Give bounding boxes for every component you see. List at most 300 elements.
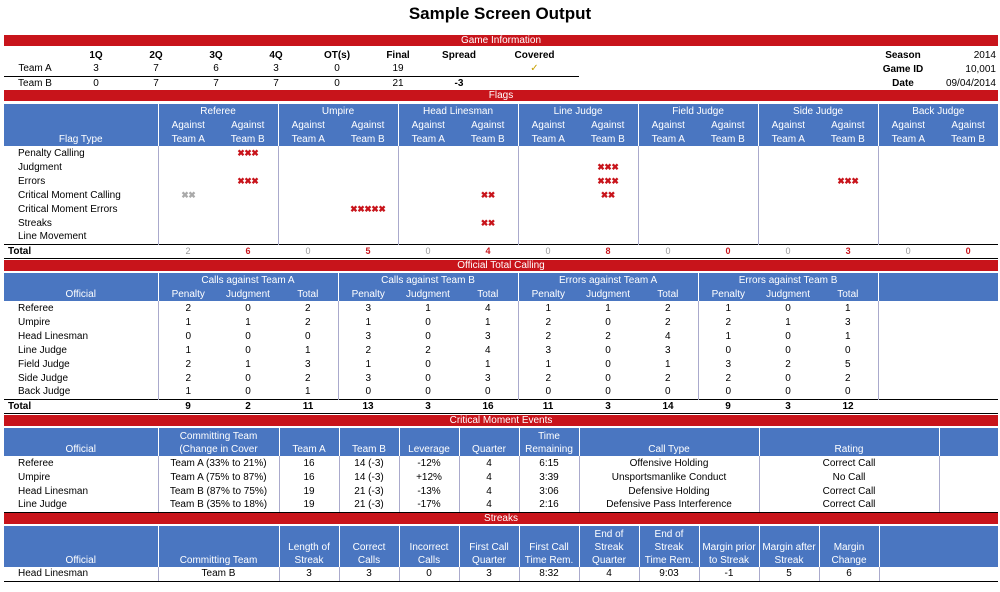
ot-value: 3	[304, 358, 311, 370]
game-value: 3	[66, 62, 126, 76]
ot-value: 2	[158, 371, 218, 385]
ot-value: 3	[338, 301, 398, 315]
section-bar-game: Game Information	[4, 35, 998, 46]
ot-value: 1	[845, 330, 851, 342]
flag-total: 8	[578, 244, 638, 258]
critical-value: -12%	[399, 456, 459, 470]
ot-subheader-row	[4, 287, 998, 301]
ot-value: 0	[785, 372, 791, 384]
ot-total: 16	[458, 399, 518, 413]
sub-header: Judgment	[406, 288, 450, 300]
ot-value: 5	[845, 358, 851, 370]
flag-mark	[398, 160, 458, 174]
ot-value: 0	[605, 316, 611, 328]
flag-mark	[578, 146, 638, 160]
ot-value: 1	[158, 343, 218, 357]
critical-value: 19	[279, 484, 339, 498]
critical-value: Unsportsmanlike Conduct	[579, 470, 759, 484]
flag-mark	[938, 174, 998, 188]
critical-value: +12%	[399, 470, 459, 484]
ot-value: 1	[605, 302, 611, 314]
ot-value: 0	[158, 329, 218, 343]
ot-value: 1	[785, 316, 791, 328]
blank-cell	[878, 301, 998, 315]
streaks-row	[4, 567, 998, 581]
flag-mark	[758, 216, 818, 230]
ot-value: 3	[338, 329, 398, 343]
official-label: Referee	[18, 302, 54, 314]
official-label: Line Judge	[4, 498, 158, 512]
flag-mark	[938, 230, 998, 244]
total-label: Total	[4, 244, 158, 258]
sub-header: Judgment	[226, 288, 270, 300]
group-header: Calls against Team B	[338, 273, 518, 287]
critical-value: 16	[279, 470, 339, 484]
game-info-section	[4, 48, 998, 90]
game-value: 7	[153, 77, 159, 89]
ot-value: 2	[845, 372, 851, 384]
flag-total: 2	[158, 244, 218, 258]
flag-mark	[158, 230, 218, 244]
ot-value: 1	[245, 358, 251, 370]
streaks-header: Official	[65, 555, 96, 566]
critical-value: 6:15	[519, 456, 579, 470]
flag-total: 0	[398, 244, 458, 258]
ot-value: 2	[665, 302, 671, 314]
game-header-cell: 1Q	[89, 49, 103, 61]
ot-value: 2	[518, 329, 578, 343]
ot-value: 0	[605, 372, 611, 384]
ot-value: 2	[698, 315, 758, 329]
flag-mark	[578, 230, 638, 244]
critical-value: 4	[459, 498, 519, 512]
critical-value: Correct Call	[759, 456, 939, 470]
ot-value: 0	[605, 344, 611, 356]
official-header: Umpire	[278, 104, 398, 118]
against-label: Against	[711, 119, 745, 131]
blank-cell	[939, 498, 998, 512]
team-b-label: Team B	[590, 133, 625, 145]
blank-cell	[878, 273, 998, 287]
critical-value: No Call	[759, 470, 939, 484]
section-bar-flags: Flags	[4, 90, 998, 101]
ot-total: 3	[578, 399, 638, 413]
flag-mark	[458, 202, 518, 216]
streaks-header-row	[4, 526, 998, 567]
flag-mark	[818, 216, 878, 230]
game-header-cell: Final	[386, 49, 410, 61]
ot-value: 0	[425, 358, 431, 370]
ot-value: 0	[484, 386, 491, 398]
flags-subheader-row	[4, 132, 998, 146]
critical-value: Correct Call	[759, 498, 939, 512]
ot-value: 0	[338, 385, 398, 399]
critical-header: Team B	[339, 428, 399, 456]
official-header: Referee	[158, 104, 278, 118]
game-meta-row	[873, 62, 998, 76]
flag-mark	[338, 160, 398, 174]
game-value: 21	[392, 77, 404, 89]
team-a-label: Team A	[398, 132, 458, 146]
ot-total: 2	[218, 399, 278, 413]
ot-value: 0	[845, 344, 851, 356]
critical-value: 3:06	[519, 484, 579, 498]
flag-mark	[158, 174, 218, 188]
against-label: Against	[471, 119, 505, 131]
game-value: 6	[186, 62, 246, 76]
team-b-label: Team B	[470, 133, 505, 145]
flag-mark	[218, 202, 278, 216]
ot-value: 1	[518, 357, 578, 371]
flag-mark	[518, 146, 578, 160]
flag-mark	[458, 160, 518, 174]
against-label: Against	[398, 118, 458, 132]
game-meta-row	[873, 48, 998, 62]
ot-value: 2	[304, 302, 311, 314]
against-label: Against	[758, 118, 818, 132]
flag-total: 6	[218, 244, 278, 258]
against-label: Against	[638, 118, 698, 132]
game-value: 0	[306, 62, 368, 76]
ot-value: 0	[665, 386, 671, 398]
official-header: Side Judge	[758, 104, 878, 118]
ot-value: 0	[605, 358, 611, 370]
flag-mark: ✖✖	[158, 188, 218, 202]
game-header-cell: OT(s)	[323, 49, 351, 61]
game-value: 7	[273, 77, 279, 89]
game-header-cell: 3Q	[209, 49, 223, 61]
ot-value: 1	[158, 385, 218, 399]
blank-cell	[878, 385, 998, 399]
sub-header: Total	[837, 288, 859, 300]
flag-mark	[398, 230, 458, 244]
ot-value: 3	[484, 372, 491, 384]
critical-header: Call Type	[579, 428, 759, 456]
ot-row	[4, 343, 998, 357]
ot-total: 12	[818, 399, 878, 413]
group-header: Errors against Team B	[698, 273, 878, 287]
game-value: -3	[454, 77, 464, 89]
ot-value: 3	[518, 343, 578, 357]
meta-value: 10,001	[965, 63, 996, 75]
ot-value: 0	[304, 330, 311, 342]
streaks-value: -1	[699, 567, 759, 581]
team-a-label: Team A	[638, 132, 698, 146]
ot-value: 0	[698, 385, 758, 399]
flag-mark	[878, 174, 938, 188]
team-label: Team B	[18, 77, 52, 89]
ot-value: 2	[518, 371, 578, 385]
flag-type-label: Line Movement	[18, 231, 87, 243]
flag-mark	[758, 174, 818, 188]
sub-header: Penalty	[338, 287, 398, 301]
flag-total: 0	[938, 244, 998, 258]
sub-header: Judgment	[586, 288, 630, 300]
flag-type-header: Flag Type	[58, 133, 103, 145]
flags-section	[4, 104, 998, 259]
ot-total: 11	[518, 399, 578, 413]
ot-value: 2	[304, 316, 311, 328]
ot-value: 0	[785, 344, 791, 356]
flag-mark	[158, 146, 218, 160]
flag-type-label: Critical Moment Errors	[18, 203, 118, 215]
ot-total: 13	[338, 399, 398, 413]
ot-value: 1	[304, 386, 311, 398]
flag-mark	[158, 160, 218, 174]
streaks-value: 8:32	[519, 567, 579, 581]
game-header-cell: Spread	[442, 49, 476, 61]
official-header: Back Judge	[878, 104, 998, 118]
critical-row	[4, 498, 998, 512]
meta-value: 2014	[973, 49, 996, 61]
flags-header-row	[4, 104, 998, 118]
flag-total: 0	[518, 244, 578, 258]
streaks-header: Margin prior to Streak	[699, 526, 759, 567]
ot-row	[4, 301, 998, 315]
ot-value: 3	[698, 357, 758, 371]
official-label: Head Linesman	[18, 330, 89, 342]
sub-header: Total	[297, 288, 319, 300]
ot-value: 0	[245, 372, 251, 384]
streaks-value: 3	[459, 567, 519, 581]
ot-row	[4, 329, 998, 343]
official-header: Head Linesman	[398, 104, 518, 118]
game-row	[4, 76, 579, 90]
flag-mark	[218, 230, 278, 244]
section-bar-official-total: Official Total Calling	[4, 260, 998, 271]
official-label: Head Linesman	[18, 485, 89, 497]
flag-row	[4, 202, 998, 216]
game-meta-row	[873, 76, 998, 90]
critical-value: -17%	[399, 498, 459, 512]
flag-mark	[638, 160, 698, 174]
flag-mark	[818, 188, 878, 202]
ot-value: 0	[698, 343, 758, 357]
ot-value: 0	[785, 302, 791, 314]
flag-mark	[518, 202, 578, 216]
ot-value: 0	[425, 316, 431, 328]
flag-mark	[938, 160, 998, 174]
against-label: Against	[878, 118, 938, 132]
flag-mark	[878, 216, 938, 230]
flag-row	[4, 216, 998, 230]
flag-total: 0	[698, 244, 758, 258]
flag-mark	[158, 202, 218, 216]
flag-mark	[398, 216, 458, 230]
total-label: Total	[4, 399, 158, 413]
against-label: Against	[231, 119, 265, 131]
critical-value: -13%	[399, 484, 459, 498]
ot-value: 3	[845, 316, 851, 328]
flag-mark	[218, 216, 278, 230]
team-a-label: Team A	[158, 132, 218, 146]
game-value: 7	[126, 62, 186, 76]
flag-mark: ✖✖	[600, 189, 615, 200]
flag-mark	[578, 216, 638, 230]
critical-value: Team A (75% to 87%)	[158, 470, 279, 484]
official-total-table	[4, 273, 998, 414]
streaks-header: Correct Calls	[339, 526, 399, 567]
flag-mark	[338, 188, 398, 202]
ot-value: 1	[245, 316, 251, 328]
flag-mark	[698, 146, 758, 160]
streaks-value: 3	[339, 567, 399, 581]
flag-mark	[938, 188, 998, 202]
game-row	[4, 62, 579, 76]
flag-mark	[638, 188, 698, 202]
ot-value: 1	[484, 316, 491, 328]
streaks-header: Length of Streak	[279, 526, 339, 567]
critical-header: Leverage	[399, 428, 459, 456]
flag-total: 5	[338, 244, 398, 258]
streaks-header: Incorrect Calls	[399, 526, 459, 567]
official-label: Head Linesman	[4, 567, 158, 581]
sub-header: Penalty	[518, 287, 578, 301]
blank-cell	[878, 329, 998, 343]
flag-mark	[158, 216, 218, 230]
sub-header: Penalty	[698, 287, 758, 301]
ot-value: 1	[338, 357, 398, 371]
flag-mark	[938, 146, 998, 160]
against-label: Against	[951, 119, 985, 131]
flag-total: 0	[638, 244, 698, 258]
flag-mark	[578, 202, 638, 216]
flag-mark	[818, 146, 878, 160]
streaks-section	[4, 526, 998, 582]
flag-mark	[518, 216, 578, 230]
sub-header: Total	[477, 288, 499, 300]
critical-header: Quarter	[459, 428, 519, 456]
ot-value: 0	[425, 372, 431, 384]
streaks-header: End of Streak Quarter	[579, 526, 639, 567]
streaks-header: Margin after Streak	[759, 526, 819, 567]
official-label: Line Judge	[18, 344, 67, 356]
critical-value: 2:16	[519, 498, 579, 512]
blank-cell	[939, 470, 998, 484]
team-b-label: Team B	[350, 133, 385, 145]
flag-mark	[878, 188, 938, 202]
flag-mark	[818, 230, 878, 244]
flag-mark	[878, 160, 938, 174]
ot-value: 1	[425, 302, 431, 314]
team-b-label: Team B	[710, 133, 745, 145]
flag-mark: ✖✖✖	[237, 175, 259, 186]
ot-value: 1	[665, 358, 671, 370]
official-label: Referee	[18, 457, 54, 469]
meta-label: Season	[885, 49, 921, 61]
blank-cell	[939, 484, 998, 498]
streaks-header: Committing Team	[158, 526, 279, 567]
critical-header: Rating	[759, 428, 939, 456]
flag-mark	[818, 202, 878, 216]
flag-mark	[698, 216, 758, 230]
meta-label: Date	[892, 77, 914, 89]
section-bar-critical: Critical Moment Events	[4, 415, 998, 426]
critical-row	[4, 456, 998, 470]
flag-mark	[698, 188, 758, 202]
flag-mark	[878, 230, 938, 244]
ot-value: 2	[665, 372, 671, 384]
streaks-header: First Call Time Rem.	[519, 526, 579, 567]
flag-mark	[218, 160, 278, 174]
ot-value: 0	[605, 386, 611, 398]
ot-value: 1	[845, 302, 851, 314]
flag-mark: ✖✖✖	[837, 175, 859, 186]
team-a-label: Team A	[878, 132, 938, 146]
streaks-value: 9:03	[639, 567, 699, 581]
group-header: Calls against Team A	[158, 273, 338, 287]
streaks-table	[4, 526, 998, 582]
group-header: Errors against Team A	[518, 273, 698, 287]
ot-value: 2	[158, 357, 218, 371]
critical-value: 19	[279, 498, 339, 512]
blank-cell	[4, 273, 158, 287]
flag-mark	[518, 188, 578, 202]
critical-header: Committing Team (Change in Cover	[158, 428, 279, 456]
flag-mark	[458, 146, 518, 160]
flag-mark	[638, 146, 698, 160]
ot-value: 4	[665, 330, 671, 342]
team-a-label: Team A	[758, 132, 818, 146]
ot-value: 0	[245, 344, 251, 356]
flag-mark: ✖✖✖✖✖	[350, 203, 386, 214]
team-b-label: Team B	[230, 133, 265, 145]
critical-value: 16	[279, 456, 339, 470]
game-header-cell: 4Q	[269, 49, 283, 61]
streaks-value: 0	[399, 567, 459, 581]
blank-cell	[878, 357, 998, 371]
ot-value: 2	[665, 316, 671, 328]
ot-total: 9	[698, 399, 758, 413]
blank-cell	[878, 371, 998, 385]
ot-value: 2	[785, 358, 791, 370]
official-label: Side Judge	[18, 372, 69, 384]
ot-value: 0	[245, 386, 251, 398]
official-header: Field Judge	[638, 104, 758, 118]
flag-mark	[818, 160, 878, 174]
ot-value: 1	[484, 358, 491, 370]
flag-mark	[458, 174, 518, 188]
flag-row	[4, 146, 998, 160]
covered-check-icon	[490, 76, 579, 90]
game-header-cell: 2Q	[149, 49, 163, 61]
flag-mark	[338, 230, 398, 244]
ot-value: 3	[484, 330, 491, 342]
flag-mark: ✖✖✖	[597, 175, 619, 186]
flag-mark	[518, 160, 578, 174]
blank-cell	[878, 315, 998, 329]
flag-mark	[938, 202, 998, 216]
streaks-header: End of Streak Time Rem.	[639, 526, 699, 567]
flag-mark	[878, 202, 938, 216]
blank-cell	[939, 456, 998, 470]
ot-value: 1	[338, 315, 398, 329]
ot-row	[4, 315, 998, 329]
flag-mark	[698, 230, 758, 244]
critical-section	[4, 428, 998, 513]
flag-mark	[638, 174, 698, 188]
flag-mark	[398, 188, 458, 202]
flag-total: 0	[758, 244, 818, 258]
critical-value: Defensive Holding	[579, 484, 759, 498]
critical-row	[4, 484, 998, 498]
against-label: Against	[278, 118, 338, 132]
blank-cell	[878, 399, 998, 413]
critical-value: Team A (33% to 21%)	[158, 456, 279, 470]
against-label: Against	[591, 119, 625, 131]
streaks-value: 6	[819, 567, 879, 581]
flag-total: 0	[878, 244, 938, 258]
